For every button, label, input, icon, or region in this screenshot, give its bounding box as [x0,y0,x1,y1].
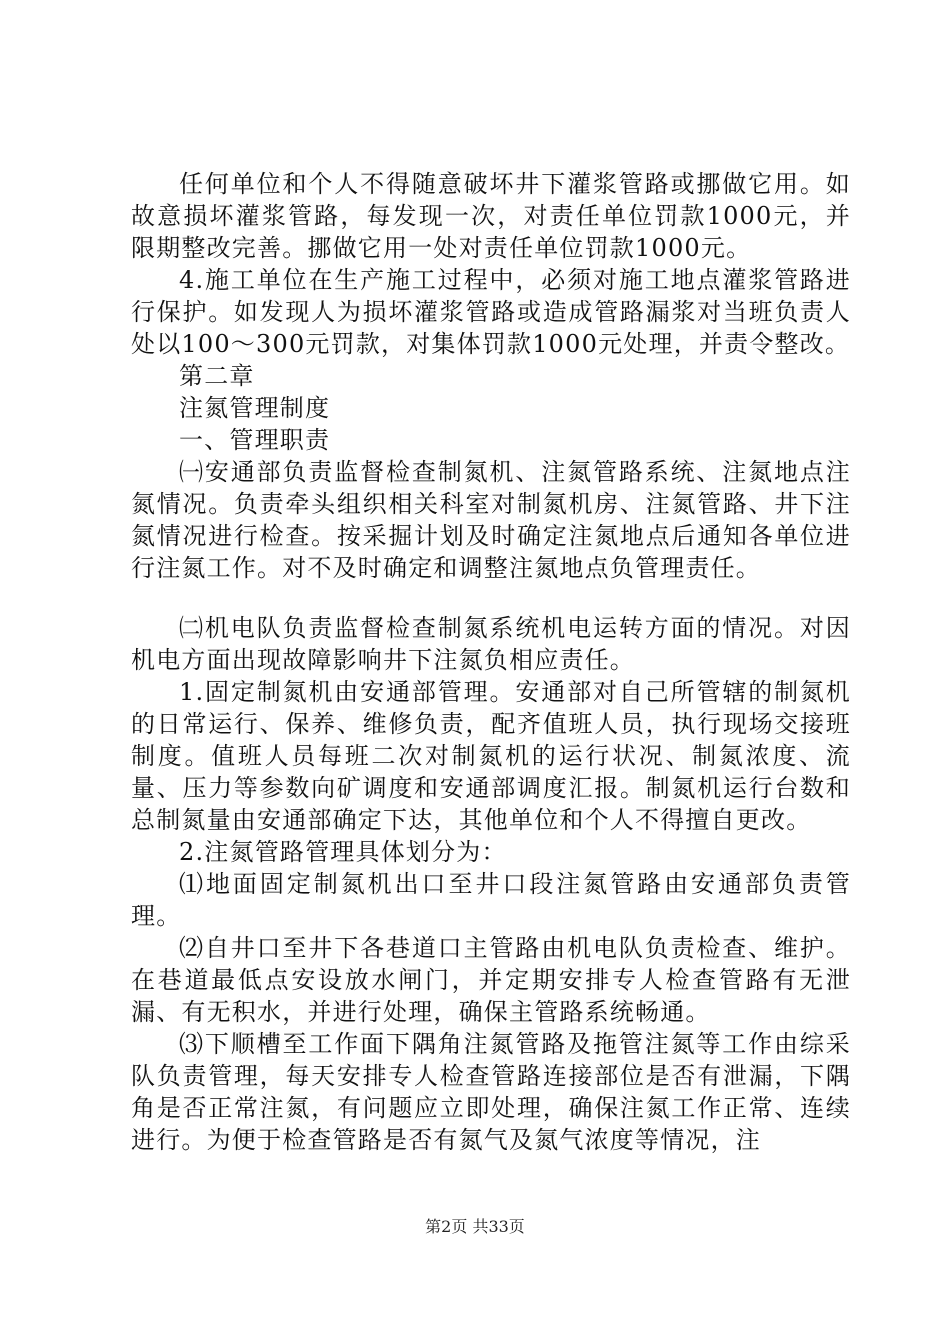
section-heading-responsibilities: 一、管理职责 [179,426,331,454]
paragraph-subitem-3-working-face: ⑶下顺槽至工作面下隅角注氮管路及拖管注氮等工作由综采队负责管理，每天安排专人检查管路连接部位是否有泄漏，下隅角是否正常注氮，有问题应立即处理，确保注氮工作正常、连续进行。为便于检查管路是否有氮气及氮气浓度等情况，注 [131,1030,851,1154]
paragraph-fixed-nitrogen-generator: 1.固定制氮机由安通部管理。安通部对自己所管辖的制氮机的日常运行、保养、维修负责，配齐值班人员，执行现场交接班制度。值班人员每班二次对制氮机的运行状况、制氮浓度、流量、压力等参数向矿调度和安通部调度汇报。制氮机运行台数和总制氮量由安通部确定下达，其他单位和个人不得擅自更改。 [131,678,851,834]
document-body [131,168,851,1156]
page-footer: 第2页 共33页 [425,1217,525,1236]
paragraph-item-4-construction-unit: 4.施工单位在生产施工过程中，必须对施工地点灌浆管路进行保护。如发现人为损坏灌浆管路或造成管路漏浆对当班负责人处以100～300元罚款，对集体罚款1000元处理，并责令整改。 [131,266,851,358]
paragraph-pipe-division: 2.注氮管路管理具体划分为： [179,838,507,866]
chapter-heading: 第二章 [179,362,255,390]
paragraph-subitem-2-main-pipe: ⑵自井口至井下各巷道口主管路由机电队负责检查、维护。在巷道最低点安设放水闸门，并定期安排专人检查管路有无泄漏、有无积水，并进行处理，确保主管路系统畅通。 [131,934,851,1026]
paragraph-grouting-pipe-damage: 任何单位和个人不得随意破坏井下灌浆管路或挪做它用。如故意损坏灌浆管路，每发现一次，对责任单位罚款1000元，并限期整改完善。挪做它用一处对责任单位罚款1000元。 [131,170,851,262]
paragraph-item-1-safety-department: ㈠安通部负责监督检查制氮机、注氮管路系统、注氮地点注氮情况。负责牵头组织相关科室对制氮机房、注氮管路、井下注氮情况进行检查。按采掘计划及时确定注氮地点后通知各单位进行注氮工作。对不及时确定和调整注氮地点负管理责任。 [131,458,851,582]
paragraph-subitem-1-surface-pipe: ⑴地面固定制氮机出口至井口段注氮管路由安通部负责管理。 [131,870,851,930]
paragraph-item-2-electromechanical-team: ㈡机电队负责监督检查制氮系统机电运转方面的情况。对因机电方面出现故障影响井下注氮负相应责任。 [131,614,851,674]
chapter-title: 注氮管理制度 [179,394,331,422]
